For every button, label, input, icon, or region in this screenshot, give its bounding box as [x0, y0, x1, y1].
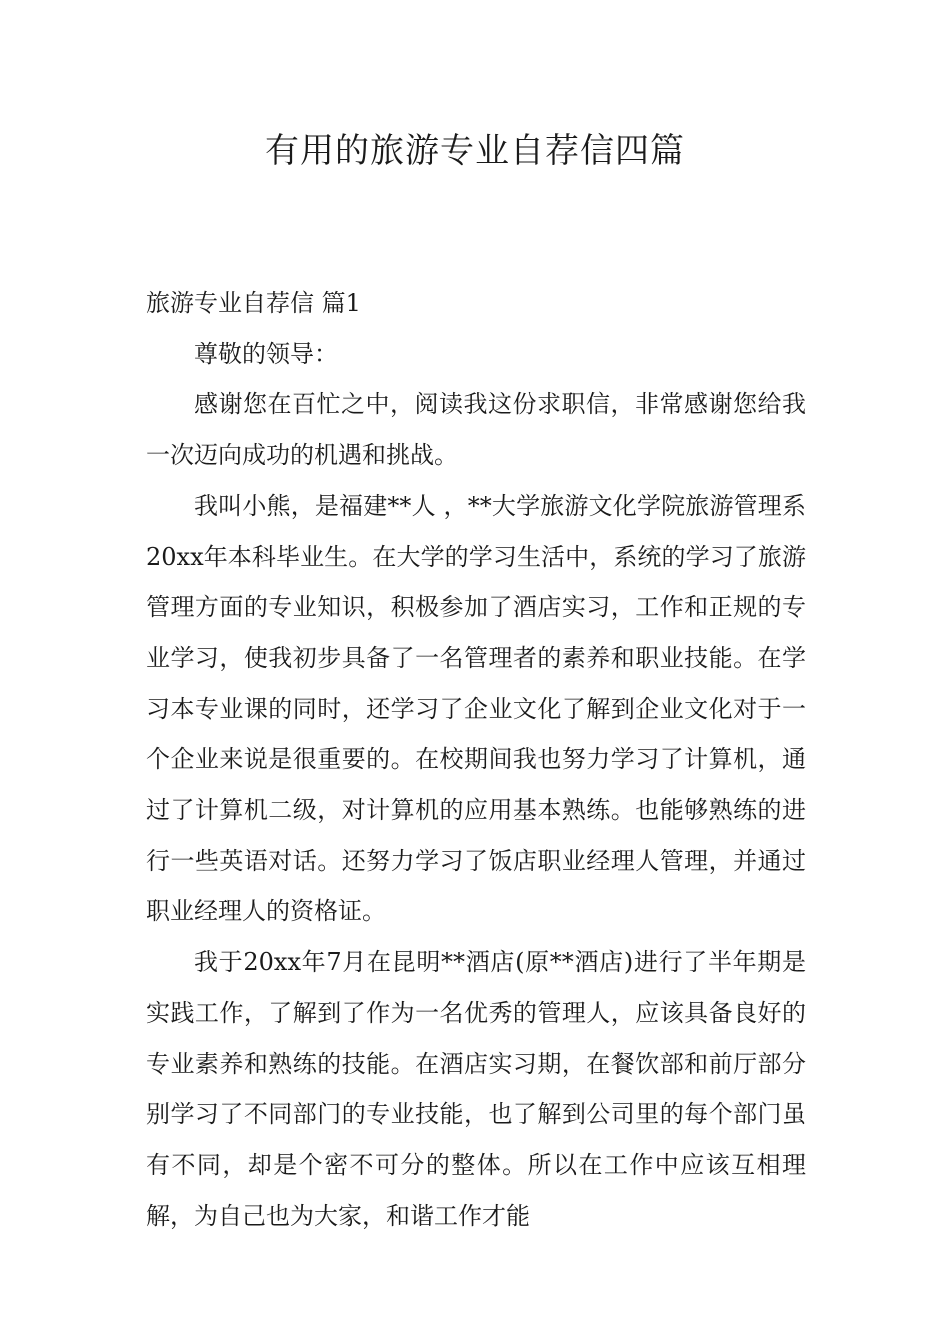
salutation: 尊敬的领导： — [194, 339, 338, 368]
paragraph-introduction: 我叫小熊，是福建**人 ，**大学旅游文化学院旅游管理系20xx年本科毕业生。在大学的学习生活中，系统的学习了旅游管理方面的专业知识，积极参加了酒店实习，工作和正规的专业学习，使我初步具备了一名管理者的素养和职业技能。在学习本专业课的同时，还学习了企业文化了解到企业文化对于一个企业来说是很重要的。在校期间我也努力学习了计算机，通过了计算机二级，对计算机的应用基本熟练。也能够熟练的进行一些英语对话。还努力学习了饭店职业经理人管理，并通过职业经理人的资格证。 — [146, 491, 806, 926]
paragraph-thanks: 感谢您在百忙之中，阅读我这份求职信，非常感谢您给我一次迈向成功的机遇和挑战。 — [146, 390, 806, 470]
document-title: 有用的旅游专业自荐信四篇 — [265, 131, 685, 171]
paragraph-internship: 我于20xx年7月在昆明**酒店(原**酒店)进行了半年期是实践工作，了解到了作为一名优秀的管理人，应该具备良好的专业素养和熟练的技能。在酒店实习期，在餐饮部和前厅部分别学习了不同部门的专业技能，也了解到公司里的每个部门虽有不同，却是个密不可分的整体。所以在工作中应该互相理解，为自己也为大家，和谐工作才能 — [146, 948, 806, 1230]
section-heading: 旅游专业自荐信 篇1 — [146, 289, 361, 317]
document-body — [146, 278, 806, 1241]
